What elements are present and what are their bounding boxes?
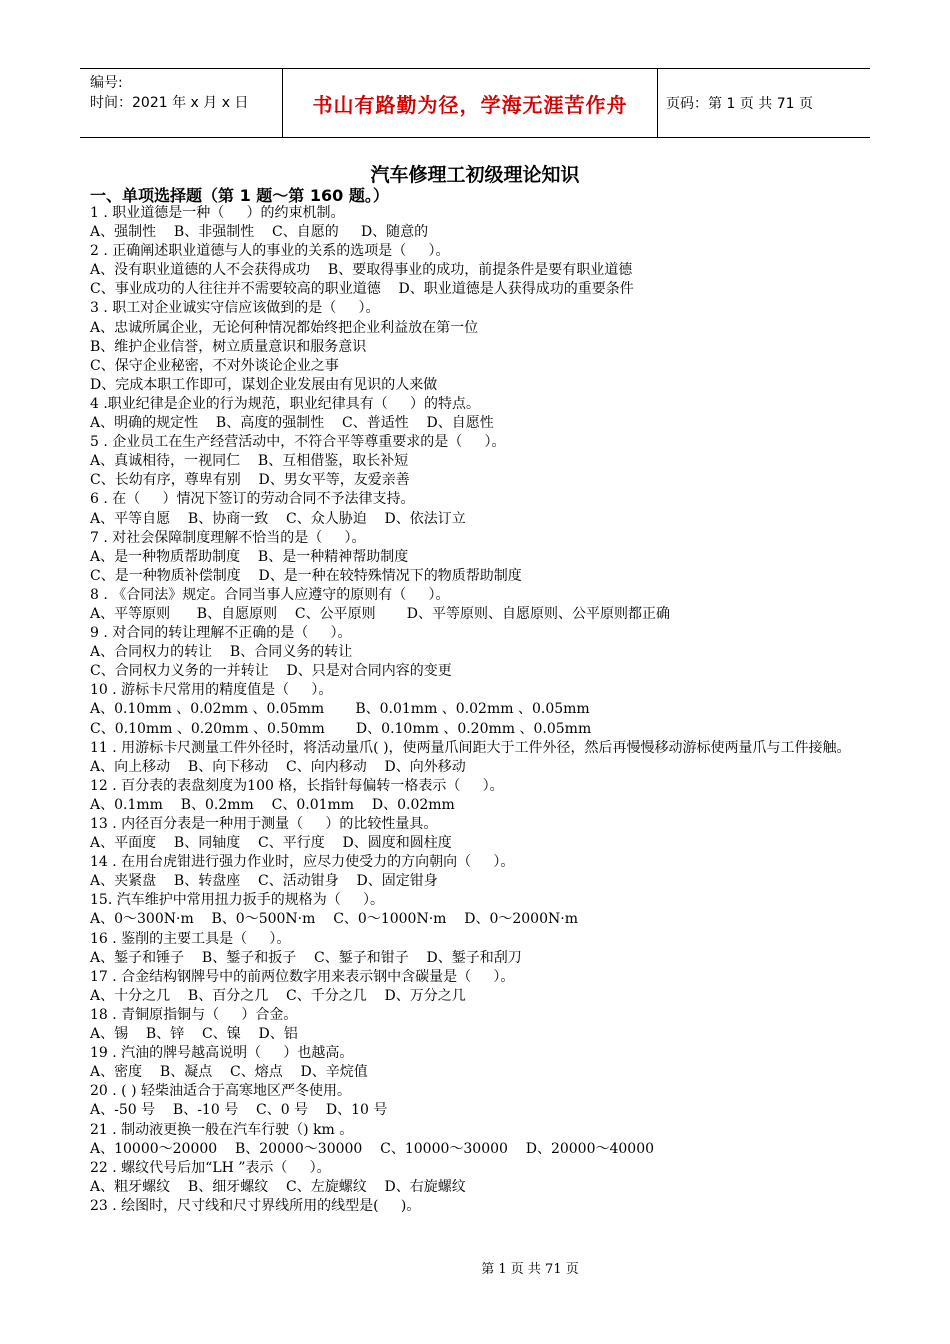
document-line: D、完成本职工作即可，谋划企业发展由有见识的人来做 xyxy=(90,376,438,393)
document-line: A、十分之几 B、百分之几 C、千分之几 D、万分之几 xyxy=(90,987,466,1004)
document-line: C、是一种物质补偿制度 D、是一种在较特殊情况下的物质帮助制度 xyxy=(90,567,522,584)
document-line: A、平等自愿 B、协商一致 C、众人胁迫 D、依法订立 xyxy=(90,510,466,527)
document-line: C、合同权力义务的一并转让 D、只是对合同内容的变更 xyxy=(90,663,452,680)
header-meta xyxy=(80,69,282,137)
document-line: A、平等原则 B、自愿原则 C、公平原则 D、平等原则、自愿原则、公平原则都正确 xyxy=(90,605,670,622)
document-number-label: 编号: xyxy=(90,75,123,91)
document-line: A、没有职业道德的人不会获得成功 B、要取得事业的成功，前提条件是要有职业道德 xyxy=(90,262,633,279)
document-line: A、密度 B、凝点 C、熔点 D、辛烷值 xyxy=(90,1064,368,1081)
document-line: A、真诚相待，一视同仁 B、互相借鉴，取长补短 xyxy=(90,453,409,470)
document-line: 15. 汽车维护中常用扭力扳手的规格为（ ）。 xyxy=(90,892,384,909)
header-page-info: 页码：第 1 页 共 71 页 xyxy=(666,96,813,112)
document-line: 23 . 绘图时，尺寸线和尺寸界线所用的线型是( )。 xyxy=(90,1197,421,1214)
document-line: A、-50 号 B、-10 号 C、0 号 D、10 号 xyxy=(90,1102,388,1119)
document-line: 16 . 鉴削的主要工具是（ ）。 xyxy=(90,930,291,947)
page-header xyxy=(80,68,870,138)
document-line: 17 . 合金结构钢牌号中的前两位数字用来表示钢中含碳量是（ ）。 xyxy=(90,968,515,985)
document-line: A、錾子和锤子 B、錾子和扳子 C、錾子和钳子 D、錾子和刮刀 xyxy=(90,949,522,966)
document-line: B、维护企业信誉，树立质量意识和服务意识 xyxy=(90,338,367,355)
document-line: 19 . 汽油的牌号越高说明（ ）也越高。 xyxy=(90,1045,354,1062)
document-line: A、向上移动 B、向下移动 C、向内移动 D、向外移动 xyxy=(90,758,466,775)
document-line: 8 . 《合同法》规定。合同当事人应遵守的原则有（ ）。 xyxy=(90,586,450,603)
document-line: 10 . 游标卡尺常用的精度值是（ ）。 xyxy=(90,682,333,699)
document-line: A、忠诚所属企业，无论何种情况都始终把企业利益放在第一位 xyxy=(90,319,479,336)
document-time-label: 时间：2021 年 x 月 x 日 xyxy=(90,95,249,111)
document-line: 4 .职业纪律是企业的行为规范，职业纪律具有（ ）的特点。 xyxy=(90,395,481,412)
document-line: A、锡 B、锌 C、镍 D、铝 xyxy=(90,1026,298,1043)
document-line: 5 . 企业员工在生产经营活动中，不符合平等尊重要求的是（ ）。 xyxy=(90,434,506,451)
document-title: 汽车修理工初级理论知识 xyxy=(370,164,580,186)
document-line: 12 . 百分表的表盘刻度为100 格，长指针每偏转一格表示（ ）。 xyxy=(90,777,504,794)
document-line: A、平面度 B、同轴度 C、平行度 D、圆度和圆柱度 xyxy=(90,835,452,852)
document-line: 21 . 制动液更换一般在汽车行驶（) km 。 xyxy=(90,1121,354,1138)
document-line: A、0～300N·m B、0～500N·m C、0～1000N·m D、0～2000N·m xyxy=(90,911,578,928)
document-line: 6 . 在（ ）情况下签订的劳动合同不予法律支持。 xyxy=(90,491,415,508)
document-line: A、0.1mm B、0.2mm C、0.01mm D、0.02mm xyxy=(90,796,455,813)
document-line: C、保守企业秘密，不对外谈论企业之事 xyxy=(90,357,339,374)
document-line: A、0.10mm 、0.02mm 、0.05mm B、0.01mm 、0.02mm 、0.05mm xyxy=(90,701,590,718)
header-motto: 书山有路勤为径，学海无涯苦作舟 xyxy=(282,69,658,137)
document-line: A、明确的规定性 B、高度的强制性 C、普适性 D、自愿性 xyxy=(90,415,494,432)
document-line: C、长幼有序，尊卑有别 D、男女平等，友爱亲善 xyxy=(90,472,410,489)
document-line: A、粗牙螺纹 B、细牙螺纹 C、左旋螺纹 D、右旋螺纹 xyxy=(90,1178,466,1195)
document-line: C、0.10mm 、0.20mm 、0.50mm D、0.10mm 、0.20mm 、0.05mm xyxy=(90,720,592,737)
document-line: 3 . 职工对企业诚实守信应该做到的是（ ）。 xyxy=(90,300,380,317)
document-line: 2 . 正确阐述职业道德与人的事业的关系的选项是（ ）。 xyxy=(90,243,450,260)
section-title: 一、单项选择题（第 1 题～第 160 题。） xyxy=(90,186,389,205)
document-line: 7 . 对社会保障制度理解不恰当的是（ ）。 xyxy=(90,529,366,546)
document-line: 18 . 青铜原指铜与（ ）合金。 xyxy=(90,1006,298,1023)
document-line: 20 . ( ) 轻柴油适合于高寒地区严冬使用。 xyxy=(90,1083,351,1100)
page-footer: 第 1 页 共 71 页 xyxy=(481,1262,579,1277)
document-line: 13 . 内径百分表是一种用于测量（ ）的比较性量具。 xyxy=(90,816,438,832)
document-line: C、事业成功的人往往并不需要较高的职业道德 D、职业道德是人获得成功的重要条件 xyxy=(90,281,634,298)
document-line: A、合同权力的转让 B、合同义务的转让 xyxy=(90,644,353,661)
document-line: 14 . 在用台虎钳进行强力作业时，应尽力使受力的方向朝向（ ）。 xyxy=(90,854,515,871)
document-line: 1 . 职业道德是一种（ ）的约束机制。 xyxy=(90,205,345,221)
document-line: 22 . 螺纹代号后加“LH ”表示（ ）。 xyxy=(90,1159,331,1176)
document-line: A、强制性 B、非强制性 C、自愿的 D、随意的 xyxy=(90,224,429,241)
document-line: A、是一种物质帮助制度 B、是一种精神帮助制度 xyxy=(90,548,409,565)
question-list xyxy=(90,204,865,1216)
document-line: 9 . 对合同的转让理解不正确的是（ ）。 xyxy=(90,625,352,642)
document-line: A、夹紧盘 B、转盘座 C、活动钳身 D、固定钳身 xyxy=(90,873,438,890)
document-line: A、10000～20000 B、20000～30000 C、10000～30000 D、20000～40000 xyxy=(90,1140,655,1157)
document-line: 11 . 用游标卡尺测量工件外径时，将活动量爪( )，使两量爪间距大于工件外径，然后再慢慢移动游标使两量爪与工件接触。 xyxy=(90,739,851,756)
